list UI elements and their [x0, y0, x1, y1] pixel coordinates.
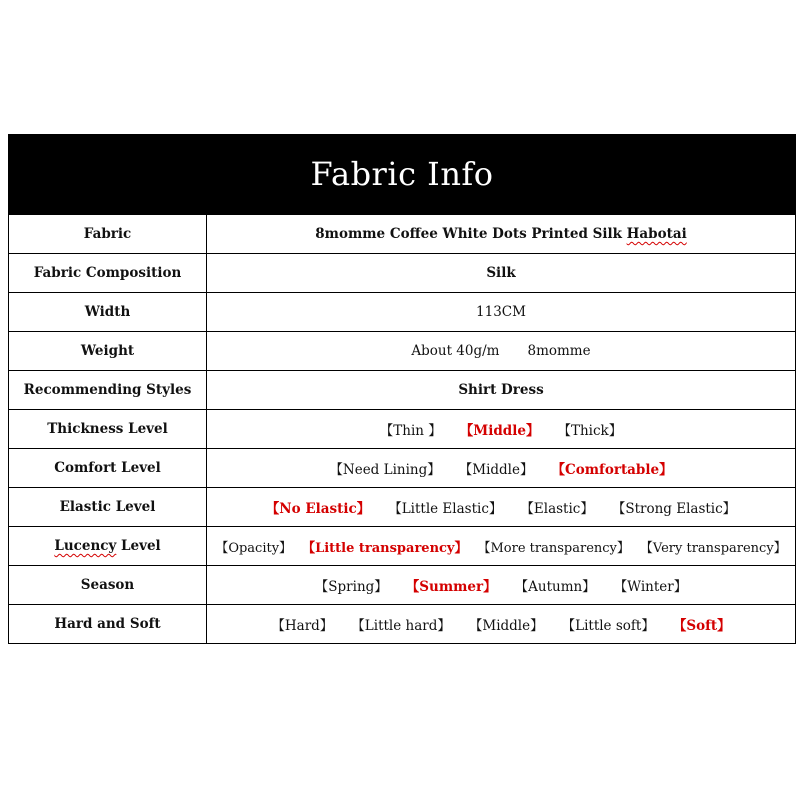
option: 【Thick】: [557, 423, 623, 439]
row-options: [207, 488, 796, 527]
option: 【Summer】: [405, 579, 497, 595]
row-value: Shirt Dress: [207, 371, 796, 410]
option: 【Little hard】: [351, 618, 451, 634]
option: 【Soft】: [672, 618, 731, 634]
page-title: Fabric Info: [8, 134, 796, 214]
row-options: [207, 449, 796, 488]
fabric-info-table: [8, 214, 796, 644]
option: 【Elastic】: [520, 501, 594, 517]
row-options: [207, 605, 796, 644]
row-label: Fabric: [9, 215, 207, 254]
table-row-thickness: [9, 410, 796, 449]
table-row-season: [9, 566, 796, 605]
option: 【No Elastic】: [265, 501, 371, 517]
option: 【Winter】: [613, 579, 688, 595]
table-row-comfort: [9, 449, 796, 488]
row-options: [207, 527, 796, 566]
row-label: Width: [9, 293, 207, 332]
row-value: Silk: [207, 254, 796, 293]
option: 【Little transparency】: [302, 540, 468, 556]
fabric-info-sheet: [8, 134, 796, 644]
option: 【More transparency】: [477, 540, 630, 556]
table-row-styles: [9, 371, 796, 410]
weight-momme: 8momme: [527, 343, 591, 359]
table-row-hardsoft: [9, 605, 796, 644]
row-label: Hard and Soft: [9, 605, 207, 644]
option: 【Middle】: [458, 462, 534, 478]
option: 【Thin 】: [379, 423, 442, 439]
row-value: [207, 215, 796, 254]
option: 【Need Lining】: [329, 462, 441, 478]
option: 【Middle】: [468, 618, 544, 634]
lucency-level-word: Level: [116, 538, 161, 554]
table-row-width: [9, 293, 796, 332]
row-label: Thickness Level: [9, 410, 207, 449]
table-row-composition: [9, 254, 796, 293]
option: 【Hard】: [271, 618, 334, 634]
option: 【Comfortable】: [551, 462, 673, 478]
weight-grams: About 40g/m: [411, 343, 500, 359]
option: 【Autumn】: [514, 579, 596, 595]
option: 【Spring】: [314, 579, 388, 595]
row-label: Comfort Level: [9, 449, 207, 488]
table-row-weight: [9, 332, 796, 371]
option: 【Strong Elastic】: [611, 501, 737, 517]
lucency-word: Lucency: [54, 538, 117, 554]
row-label: Fabric Composition: [9, 254, 207, 293]
row-label: Weight: [9, 332, 207, 371]
row-label: [9, 527, 207, 566]
row-options: [207, 566, 796, 605]
option: 【Little Elastic】: [388, 501, 503, 517]
row-label: Elastic Level: [9, 488, 207, 527]
row-options: [207, 410, 796, 449]
table-row-fabric: [9, 215, 796, 254]
option: 【Middle】: [459, 423, 540, 439]
row-label: Season: [9, 566, 207, 605]
option: 【Little soft】: [561, 618, 655, 634]
table-row-lucency: [9, 527, 796, 566]
row-value: 113CM: [207, 293, 796, 332]
fabric-name-tail: Habotai: [626, 226, 687, 242]
option: 【Very transparency】: [639, 540, 787, 556]
fabric-name: 8momme Coffee White Dots Printed Silk: [315, 226, 627, 242]
row-label: Recommending Styles: [9, 371, 207, 410]
table-row-elastic: [9, 488, 796, 527]
row-value: [207, 332, 796, 371]
option: 【Opacity】: [215, 540, 293, 556]
